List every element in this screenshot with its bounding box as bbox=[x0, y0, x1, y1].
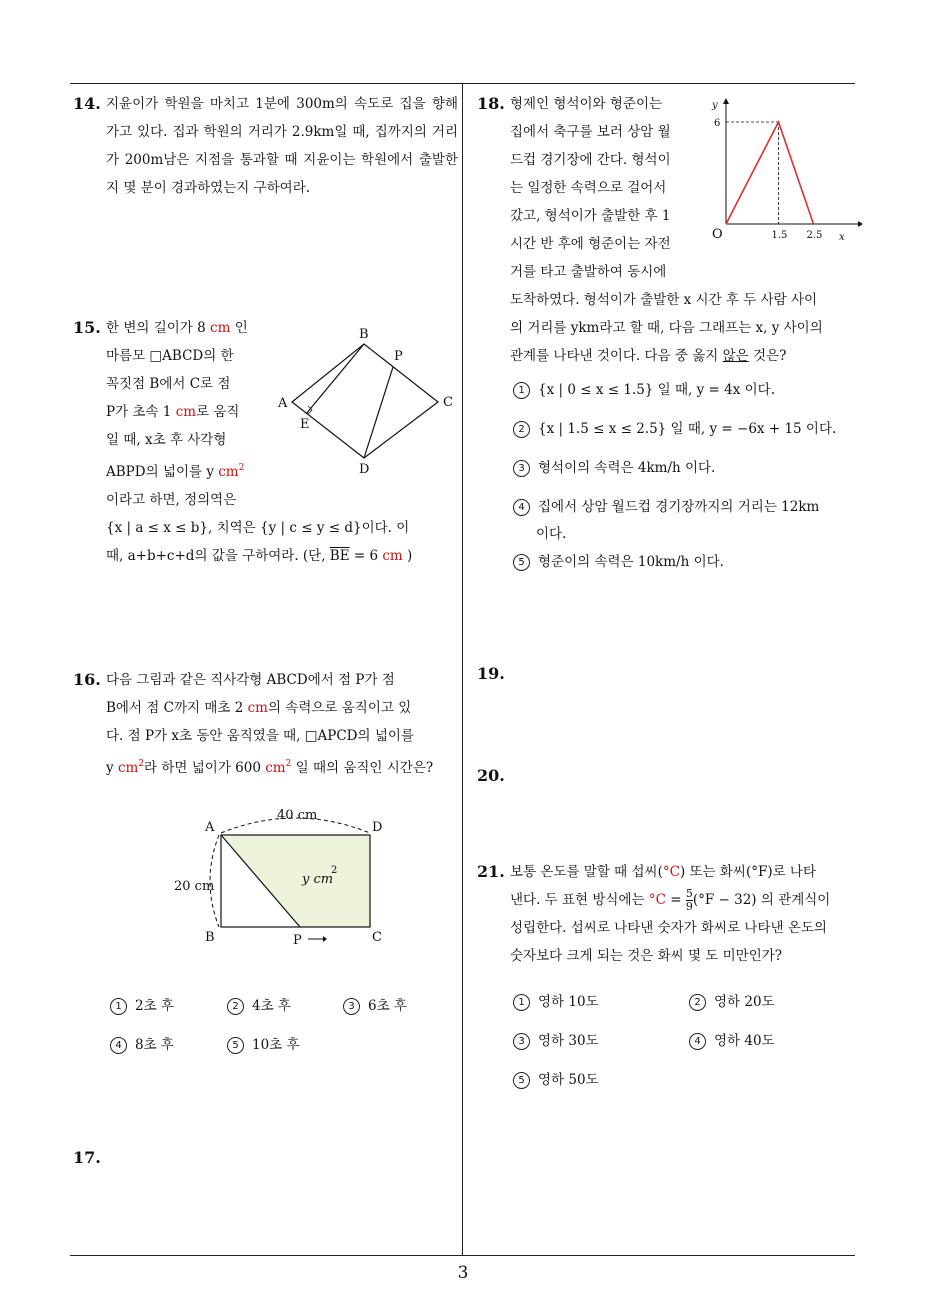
q21-option-2[interactable]: 2 영하 20도 bbox=[689, 990, 775, 1011]
circled-number-3: 3 bbox=[513, 460, 530, 477]
label-p: P bbox=[394, 349, 403, 364]
rhombus-abcd bbox=[292, 344, 438, 458]
q21-option-4[interactable]: 4 영하 40도 bbox=[689, 1029, 775, 1050]
q18-option-3[interactable]: 3 형석이의 속력은 4km/h 이다. bbox=[513, 456, 715, 477]
label-b: B bbox=[359, 327, 369, 342]
q16-option-1[interactable]: 1 2초 후 bbox=[110, 994, 174, 1015]
q18-option-1[interactable]: 1 {x | 0 ≤ x ≤ 1.5} 일 때, y = 4x 이다. bbox=[513, 378, 775, 399]
rectangle-figure bbox=[165, 803, 405, 951]
question-21: 21. 보통 온도를 말할 때 섭씨(°C) 또는 화씨(°F)로 나타 낸다. 두 표현 방식에는 °C = $\frac{5}{9}$ (°F − 32) 의 관계식이 성립한다. 섭씨로 나타낸 숫자가 화씨로 나타낸 온도의 숫자보다 크게 되는 것은 화씨 몇 도 미만인가? bbox=[477, 858, 862, 970]
label-d: D bbox=[372, 820, 383, 835]
y-tick-6: 6 bbox=[714, 118, 721, 129]
label-b: B bbox=[205, 930, 215, 945]
circled-number-2: 2 bbox=[513, 421, 530, 438]
question-number: 20. bbox=[477, 766, 505, 785]
fraction-5-9: $\frac{5}{9}$ bbox=[685, 887, 693, 913]
circled-number-3: 3 bbox=[513, 1033, 530, 1050]
question-number: 17. bbox=[73, 1148, 101, 1167]
q21-option-1[interactable]: 1 영하 10도 bbox=[513, 990, 599, 1011]
q16-option-5[interactable]: 5 10초 후 bbox=[227, 1033, 300, 1054]
q21-option-3[interactable]: 3 영하 30도 bbox=[513, 1029, 599, 1050]
question-15: 15. 한 변의 길이가 8 cm 인 마름모 □ABCD의 한 꼭짓점 B에서 C로 점 P가 초속 1 cm로 움직 일 때, x초 후 사각형 ABPD의 넓이를 y $cm^2$ 이라고 하면, 정의역은 {x | a ≤ x ≤ b}, 치역은 {y | c ≤ y ≤ d}이다. 이 때, a+b+c+d의 값을 구하여라. (단, $\overline{BE} = 6$ cm ) bbox=[73, 314, 458, 570]
segment-pd bbox=[364, 367, 393, 458]
x-tick-1-5: 1.5 bbox=[771, 230, 788, 241]
area-label-sup: 2 bbox=[331, 865, 338, 876]
arrow-right-icon bbox=[323, 936, 327, 942]
circled-number-1: 1 bbox=[513, 994, 530, 1011]
left-dimension-label: 20 cm bbox=[174, 879, 215, 894]
y-axis-label: y bbox=[712, 100, 718, 111]
page-number: 3 bbox=[457, 1263, 469, 1283]
question-text: 지윤이가 학원을 마치고 1분에 300m의 속도로 집을 향해 가고 있다. 집과 학원의 거리가 2.9km일 때, 집까지의 거리가 200m남은 지점을 통과할 때 지윤이는 학원에서 출발한지 몇 분이 경과하였는지 구하여라. bbox=[106, 96, 458, 196]
segment-be bbox=[306, 344, 364, 414]
question-number: 19. bbox=[477, 664, 505, 683]
x-axis-label: x bbox=[839, 232, 845, 243]
circled-number-1: 1 bbox=[513, 382, 530, 399]
circled-number-3: 3 bbox=[343, 998, 360, 1015]
circled-number-5: 5 bbox=[513, 554, 530, 571]
bottom-rule bbox=[70, 1255, 855, 1256]
column-divider bbox=[462, 83, 463, 1256]
label-a: A bbox=[278, 396, 288, 411]
circled-number-2: 2 bbox=[689, 994, 706, 1011]
circled-number-4: 4 bbox=[110, 1037, 127, 1054]
question-number: 15. bbox=[73, 318, 101, 337]
q16-option-3[interactable]: 3 6초 후 bbox=[343, 994, 407, 1015]
question-number: 14. bbox=[73, 94, 101, 113]
label-c: C bbox=[372, 930, 382, 945]
question-number: 16. bbox=[73, 670, 101, 689]
x-tick-2-5: 2.5 bbox=[806, 230, 823, 241]
circled-number-1: 1 bbox=[110, 998, 127, 1015]
circled-number-5: 5 bbox=[513, 1072, 530, 1089]
question-number: 21. bbox=[477, 862, 505, 881]
shaded-region-apcd bbox=[221, 835, 370, 927]
x-axis-arrow-icon bbox=[858, 221, 863, 227]
origin-label: O bbox=[712, 227, 723, 242]
label-e: E bbox=[300, 417, 310, 432]
circled-number-4: 4 bbox=[513, 499, 530, 516]
circled-number-4: 4 bbox=[689, 1033, 706, 1050]
y-axis-arrow-icon bbox=[723, 98, 729, 104]
q16-option-4[interactable]: 4 8초 후 bbox=[110, 1033, 174, 1054]
q18-option-5[interactable]: 5 형준이의 속력은 10km/h 이다. bbox=[513, 550, 724, 571]
circled-number-2: 2 bbox=[227, 998, 244, 1015]
q16-option-2[interactable]: 2 4초 후 bbox=[227, 994, 291, 1015]
top-dimension-label: 40 cm bbox=[277, 808, 318, 823]
question-14 bbox=[73, 90, 458, 202]
q18-option-4[interactable]: 4 집에서 상암 월드컵 경기장까지의 거리는 12km bbox=[513, 495, 819, 516]
q18-option-2[interactable]: 2 {x | 1.5 ≤ x ≤ 2.5} 일 때, y = −6x + 15 이다. bbox=[513, 417, 836, 438]
distance-time-graph bbox=[700, 92, 865, 247]
q18-option-4-continued: 이다. bbox=[536, 526, 567, 542]
q21-option-5[interactable]: 5 영하 50도 bbox=[513, 1068, 599, 1089]
area-label: y cm bbox=[302, 872, 334, 887]
rhombus-figure bbox=[270, 320, 460, 480]
label-p: P bbox=[293, 933, 302, 948]
label-d: D bbox=[359, 462, 370, 477]
series-line bbox=[726, 122, 814, 224]
question-18: 18. 형제인 형석이와 형준이는 집에서 축구를 보러 상암 월 드컵 경기장에 간다. 형석이 는 일정한 속력으로 걸어서 갔고, 형석이가 출발한 후 1 시간 반 후에 형준이는 자전 거를 타고 출발하여 동시에 도착하였다. 형석이가 출발한 x 시간 후 두 사람 사이 의 거리를 ykm라고 할 때, 다음 그래프는 x, y 사이의 관계를 나타낸 것이다. 다음 중 옳지 않은 것은? bbox=[477, 90, 862, 370]
label-a: A bbox=[205, 820, 215, 835]
circled-number-5: 5 bbox=[227, 1037, 244, 1054]
label-c: C bbox=[443, 395, 453, 410]
question-16: 16. 다음 그림과 같은 직사각형 ABCD에서 점 P가 점 B에서 점 C까지 매초 2 cm의 속력으로 움직이고 있 다. 점 P가 x초 동안 움직였을 때, □APCD의 넓이를 y $cm^2$라 하면 넓이가 600 $cm^2$ 일 때의 움직인 시간은? bbox=[73, 666, 458, 782]
question-number: 18. bbox=[477, 94, 505, 113]
